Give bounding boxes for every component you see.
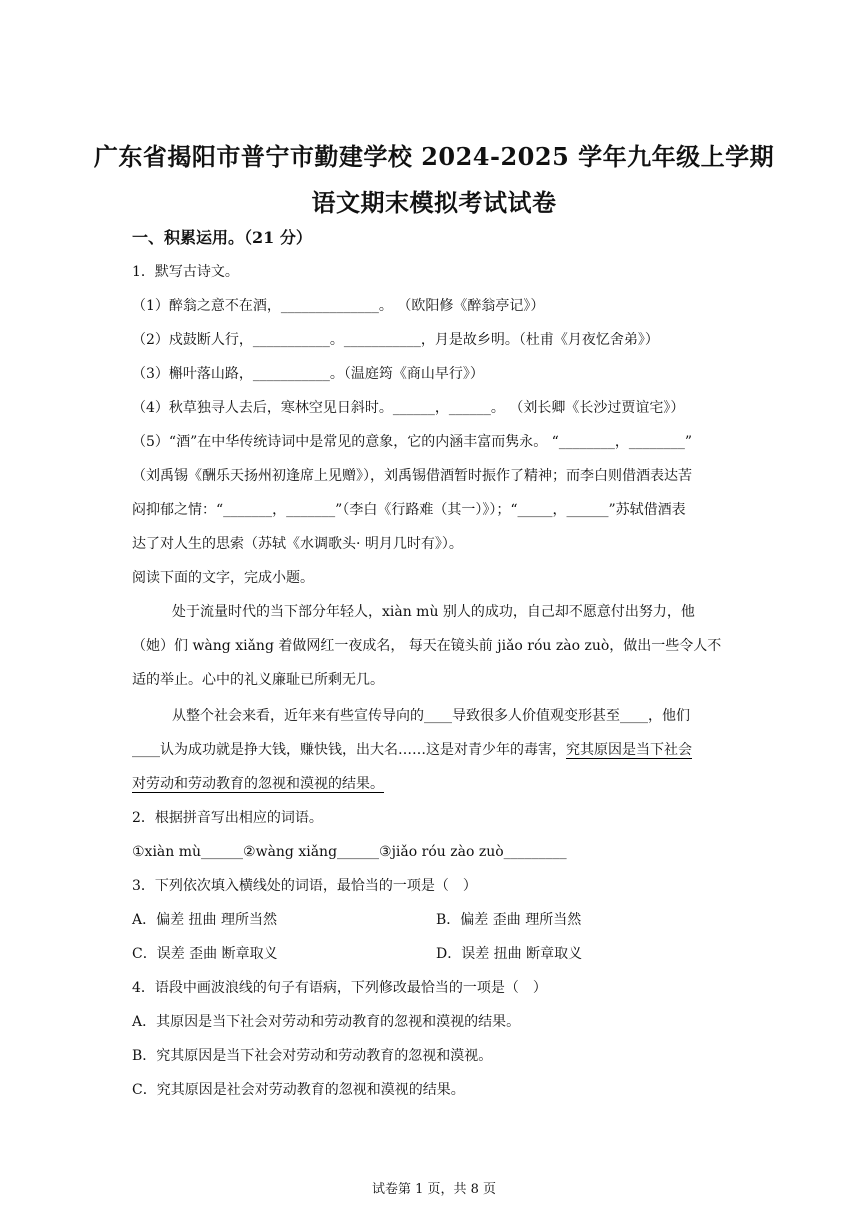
question-2-answer-line: ①xiàn mù______②wàng xiǎng______③jiǎo róu zào zuò_________ (132, 844, 567, 860)
question-1-item-2: （2）戍鼓断人行，___________。___________，月是故乡明。（杜甫《月夜忆舍弟》） (132, 332, 659, 348)
question-1-stem: 1．默写古诗文。 (132, 264, 239, 280)
question-4-option-b: B．究其原因是当下社会对劳动和劳动教育的忽视和漠视。 (132, 1048, 493, 1064)
section-heading: 一、积累运用。（21 分） (132, 228, 312, 247)
question-4-stem: 4．语段中画波浪线的句子有语病，下列修改最恰当的一项是（ ） (132, 980, 547, 996)
exam-title-line-2: 语文期末模拟考试试卷 (311, 188, 557, 217)
question-3-option-d: D．误差 扭曲 断章取义 (436, 946, 583, 962)
wavy-underlined-sentence-start: 究其原因是当下社会 (566, 742, 692, 758)
reading-intro: 阅读下面的文字，完成小题。 (132, 570, 314, 586)
passage-text: ____认为成功就是挣大钱，赚快钱，出大名……这是对青少年的毒害， (132, 742, 566, 758)
question-1-item-4: （4）秋草独寻人去后，寒林空见日斜时。______，______。 （刘长卿《长沙过贾谊宅》） (132, 400, 685, 416)
passage-paragraph-2-line-1: 从整个社会来看，近年来有些宣传导向的____导致很多人价值观变形甚至____，他们 (172, 708, 690, 724)
question-4-option-c: C．究其原因是社会对劳动教育的忽视和漠视的结果。 (132, 1082, 465, 1098)
wavy-underlined-sentence-end: 对劳动和劳动教育的忽视和漠视的结果。 (132, 776, 384, 792)
passage-paragraph-1-line-3: 适的举止。心中的礼义廉耻已所剩无几。 (132, 672, 384, 688)
question-1-item-5-cont-3: 达了对人生的思索（苏轼《水调歌头· 明月几时有》）。 (132, 536, 463, 552)
exam-title-line-1: 广东省揭阳市普宁市勤建学校 2024-2025 学年九年级上学期 (93, 142, 775, 171)
question-3-stem: 3．下列依次填入横线处的词语，最恰当的一项是（ ） (132, 878, 477, 894)
passage-paragraph-1-line-2: （她）们 wàng xiǎng 着做网红一夜成名， 每天在镜头前 jiǎo róu zào zuò，做出一些令人不 (132, 638, 722, 654)
question-1-item-3: （3）槲叶落山路，___________。（温庭筠《商山早行》） (132, 366, 484, 382)
question-2-stem: 2．根据拼音写出相应的词语。 (132, 810, 323, 826)
page-footer: 试卷第 1 页，共 8 页 (371, 1182, 497, 1197)
question-3-option-a: A．偏差 扭曲 理所当然 (132, 912, 278, 928)
question-1-item-5-cont-2: 闷抑郁之情：“_______，_______”（李白《行路难（其一）》）；“_____，______”苏轼借酒表 (132, 502, 686, 518)
question-1-item-1: （1）醉翁之意不在酒，______________。 （欧阳修《醉翁亭记》） (132, 298, 545, 314)
passage-paragraph-2-line-2 (132, 739, 692, 761)
question-4-option-a: A．其原因是当下社会对劳动和劳动教育的忽视和漠视的结果。 (132, 1014, 521, 1030)
passage-paragraph-2-line-3 (132, 773, 384, 795)
question-1-item-5-cont-1: （刘禹锡《酬乐天扬州初逢席上见赠》），刘禹锡借酒暂时振作了精神；而李白则借酒表达苦 (132, 468, 692, 484)
question-1-item-5: （5）“酒”在中华传统诗词中是常见的意象，它的内涵丰富而隽永。 “________，________” (132, 434, 692, 450)
passage-paragraph-1-line-1: 处于流量时代的当下部分年轻人，xiàn mù 别人的成功，自己却不愿意付出努力，他 (172, 604, 695, 620)
question-3-option-c: C．误差 歪曲 断章取义 (132, 946, 278, 962)
question-3-option-b: B．偏差 歪曲 理所当然 (436, 912, 582, 928)
